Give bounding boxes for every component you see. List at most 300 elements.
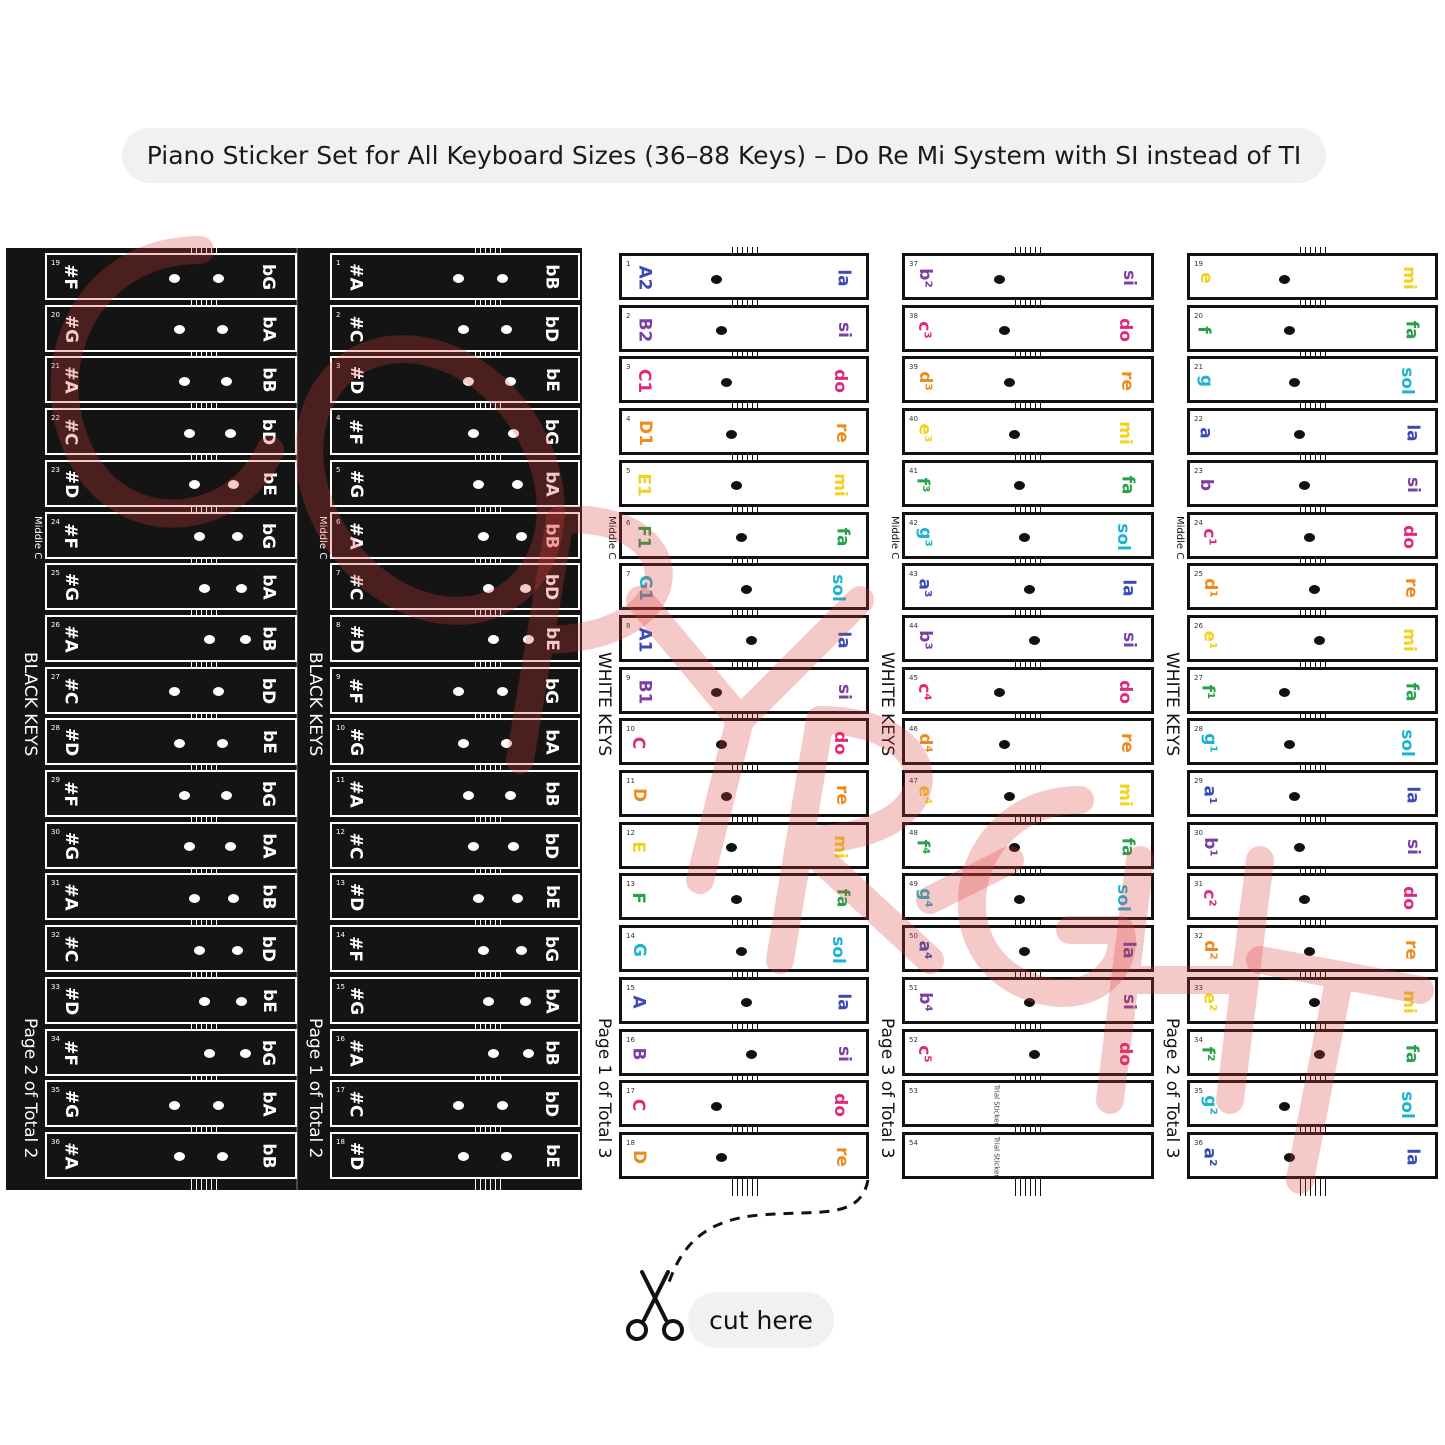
note-head-icon <box>497 1101 508 1110</box>
sticker-27[interactable] <box>1187 667 1438 714</box>
key-letter: d² <box>1199 940 1220 960</box>
key-letter: c³ <box>913 320 934 339</box>
sticker-6[interactable] <box>619 512 869 559</box>
note-head-icon <box>1019 533 1030 542</box>
note-head-icon <box>473 480 484 489</box>
key-solfege: re <box>1401 940 1422 961</box>
key-letter: c¹ <box>1198 527 1219 546</box>
key-letter: g¹ <box>1199 733 1220 754</box>
sticker-8[interactable] <box>619 615 869 662</box>
sticker-number: 25 <box>51 569 60 578</box>
sticker-52[interactable] <box>902 1029 1154 1076</box>
sticker-33[interactable] <box>45 977 297 1024</box>
page-label: Page 3 of Total 3 <box>877 1018 897 1159</box>
key-letter: a¹ <box>1199 785 1220 805</box>
note-head-icon <box>523 1049 534 1058</box>
sticker-6[interactable] <box>330 512 580 559</box>
key-solfege: bB <box>541 781 562 807</box>
key-letter: b³ <box>914 630 935 650</box>
note-head-icon <box>497 274 508 283</box>
sticker-5[interactable] <box>619 460 869 507</box>
key-solfege: do <box>1399 886 1420 911</box>
sticker-number: 28 <box>1194 725 1203 734</box>
sticker-31[interactable] <box>45 873 297 920</box>
key-solfege: bD <box>257 418 278 446</box>
sticker-24[interactable] <box>45 512 297 559</box>
note-head-icon <box>1029 1050 1040 1059</box>
key-letter: C <box>628 737 649 750</box>
sticker-number: 17 <box>626 1087 635 1096</box>
sticker-41[interactable] <box>902 460 1154 507</box>
sticker-number: 33 <box>51 982 60 991</box>
sticker-19[interactable] <box>1187 253 1438 300</box>
key-solfege: mi <box>830 834 851 859</box>
key-letter: b <box>1196 478 1217 491</box>
sticker-40[interactable] <box>902 408 1154 455</box>
sticker-number: 48 <box>909 828 918 837</box>
key-solfege: la <box>1402 786 1423 804</box>
key-solfege: sol <box>828 936 849 964</box>
sticker-12[interactable] <box>619 822 869 869</box>
sticker-28[interactable] <box>1187 718 1438 765</box>
sticker-number: 53 <box>909 1087 918 1096</box>
page-label: Page 2 of Total 2 <box>20 1018 40 1159</box>
sticker-36[interactable] <box>45 1132 297 1179</box>
key-letter: D <box>629 1149 650 1164</box>
key-letter: #C <box>60 677 81 704</box>
key-solfege: bA <box>258 316 279 342</box>
key-solfege: do <box>830 369 851 394</box>
sticker-number: 26 <box>1194 621 1203 630</box>
note-head-icon <box>508 842 519 851</box>
note-head-icon <box>221 377 232 386</box>
sticker-29[interactable] <box>45 770 297 817</box>
key-solfege: si <box>1119 631 1140 648</box>
sticker-19[interactable] <box>45 253 297 300</box>
key-letter: B <box>628 1047 649 1060</box>
note-head-icon <box>1289 378 1300 387</box>
sticker-13[interactable] <box>619 873 869 920</box>
sticker-number: 9 <box>626 673 631 682</box>
sticker-33[interactable] <box>1187 977 1438 1024</box>
sticker-20[interactable] <box>45 305 297 352</box>
sticker-number: 7 <box>336 569 341 578</box>
note-head-icon <box>726 430 737 439</box>
sticker-number: 6 <box>626 518 631 527</box>
sticker-43[interactable] <box>902 563 1154 610</box>
key-solfege: mi <box>830 473 851 497</box>
sticker-11[interactable] <box>619 770 869 817</box>
sticker-number: 2 <box>626 311 631 320</box>
sticker-number: 3 <box>336 362 341 371</box>
sticker-4[interactable] <box>330 408 580 455</box>
sticker-number: 41 <box>909 466 918 475</box>
note-head-icon <box>716 740 727 749</box>
sticker-50[interactable] <box>902 925 1154 972</box>
key-letter: #F <box>59 264 80 290</box>
key-solfege: do <box>1399 524 1420 549</box>
strip-bk1 <box>330 253 580 1184</box>
sticker-number: 1 <box>626 260 631 268</box>
sticker-number: 10 <box>626 725 635 734</box>
note-head-icon <box>204 635 215 644</box>
key-solfege: bE <box>259 988 280 1013</box>
sticker-22[interactable] <box>1187 408 1438 455</box>
sticker-number: 30 <box>1194 828 1203 837</box>
key-solfege: mi <box>1399 990 1420 1014</box>
key-letter: e³ <box>914 423 935 443</box>
note-head-icon <box>213 274 224 283</box>
sticker-3[interactable] <box>330 356 580 403</box>
note-head-icon <box>508 429 519 438</box>
note-head-icon <box>736 533 747 542</box>
sticker-42[interactable] <box>902 512 1154 559</box>
key-letter: D1 <box>634 420 655 447</box>
note-head-icon <box>213 687 224 696</box>
sticker-2[interactable] <box>619 305 869 352</box>
sticker-number: 13 <box>626 880 635 889</box>
sticker-16[interactable] <box>330 1029 580 1076</box>
sticker-number: 22 <box>1194 415 1203 424</box>
key-letter: B2 <box>634 317 655 343</box>
sticker-number: 15 <box>626 983 635 992</box>
key-solfege: fa <box>1401 1044 1422 1063</box>
key-solfege: bB <box>258 1143 279 1169</box>
note-head-icon <box>174 1152 185 1161</box>
key-letter: b⁴ <box>914 991 935 1012</box>
sticker-number: 44 <box>909 621 918 630</box>
sticker-15[interactable] <box>330 977 580 1024</box>
key-solfege: bG <box>257 522 278 549</box>
key-solfege: bA <box>258 1091 279 1117</box>
page-title: Piano Sticker Set for All Keyboard Sizes (36–88 Keys) – Do Re Mi System with SI instead of TI <box>122 128 1326 183</box>
sticker-2[interactable] <box>330 305 580 352</box>
sticker-4[interactable] <box>619 408 869 455</box>
note-head-icon <box>731 895 742 904</box>
note-head-icon <box>236 997 247 1006</box>
sticker-number: 30 <box>51 827 60 836</box>
sticker-26[interactable] <box>45 615 297 662</box>
sticker-31[interactable] <box>1187 873 1438 920</box>
key-solfege: bG <box>257 1039 278 1066</box>
sticker-18[interactable] <box>330 1132 580 1179</box>
sticker-36[interactable] <box>1187 1132 1438 1179</box>
sticker-5[interactable] <box>330 460 580 507</box>
key-letter: f³ <box>912 477 933 493</box>
note-head-icon <box>1009 843 1020 852</box>
key-solfege: bB <box>258 626 279 652</box>
sticker-9[interactable] <box>619 667 869 714</box>
key-solfege: bD <box>257 677 278 704</box>
sticker-number: 19 <box>51 259 60 267</box>
sticker-1[interactable] <box>619 253 869 300</box>
note-head-icon <box>994 275 1005 284</box>
sticker-49[interactable] <box>902 873 1154 920</box>
key-solfege: mi <box>1399 628 1420 652</box>
sticker-number: 8 <box>336 620 341 629</box>
note-head-icon <box>1289 792 1300 801</box>
sticker-number: 13 <box>336 879 345 888</box>
key-solfege: do <box>1115 679 1136 704</box>
key-solfege: bD <box>540 574 561 601</box>
note-head-icon <box>468 429 479 438</box>
key-letter: d⁴ <box>914 733 935 754</box>
sticker-25[interactable] <box>1187 563 1438 610</box>
key-solfege: re <box>1117 371 1138 392</box>
key-letter: A2 <box>634 265 655 291</box>
sticker-number: 49 <box>909 880 918 889</box>
note-head-icon <box>1304 947 1315 956</box>
sticker-30[interactable] <box>1187 822 1438 869</box>
note-head-icon <box>721 378 732 387</box>
sticker-20[interactable] <box>1187 305 1438 352</box>
sticker-10[interactable] <box>619 718 869 765</box>
sticker-17[interactable] <box>330 1080 580 1127</box>
key-letter: #G <box>61 831 82 860</box>
sticker-30[interactable] <box>45 822 297 869</box>
sticker-16[interactable] <box>619 1029 869 1076</box>
sticker-35[interactable] <box>45 1080 297 1127</box>
note-head-icon <box>1019 947 1030 956</box>
sticker-29[interactable] <box>1187 770 1438 817</box>
key-solfege: fa <box>1401 320 1422 340</box>
note-head-icon <box>478 946 489 955</box>
key-solfege: si <box>834 321 855 338</box>
sticker-12[interactable] <box>330 822 580 869</box>
sticker-25[interactable] <box>45 563 297 610</box>
key-solfege: sol <box>828 574 849 602</box>
key-solfege: la <box>1402 1148 1423 1166</box>
trial-sticker-label: Trial Sticker <box>991 1084 1000 1126</box>
sticker-number: 32 <box>51 931 60 940</box>
key-solfege: re <box>832 785 853 805</box>
sticker-44[interactable] <box>902 615 1154 662</box>
key-letter: #A <box>60 625 81 653</box>
sticker-54[interactable] <box>902 1132 1154 1179</box>
sticker-number: 47 <box>909 777 918 785</box>
note-head-icon <box>501 1152 512 1161</box>
sticker-3[interactable] <box>619 356 869 403</box>
key-solfege: si <box>834 683 855 700</box>
key-solfege: fa <box>1401 682 1422 702</box>
key-solfege: sol <box>1397 729 1418 758</box>
sticker-number: 33 <box>1194 983 1203 992</box>
key-letter: #D <box>346 366 367 395</box>
sticker-number: 15 <box>336 982 345 991</box>
key-letter: c⁵ <box>913 1044 934 1063</box>
sticker-18[interactable] <box>619 1132 869 1179</box>
sticker-number: 37 <box>909 260 918 268</box>
sticker-number: 11 <box>626 777 635 785</box>
sticker-14[interactable] <box>619 925 869 972</box>
sticker-1[interactable] <box>330 253 580 300</box>
key-letter: d³ <box>914 371 935 392</box>
sticker-number: 34 <box>51 1034 60 1043</box>
sticker-24[interactable] <box>1187 512 1438 559</box>
middle-c-label: Middle C <box>1174 516 1185 560</box>
sticker-27[interactable] <box>45 667 297 714</box>
note-head-icon <box>184 842 195 851</box>
note-head-icon <box>731 481 742 490</box>
sticker-number: 29 <box>1194 777 1203 785</box>
note-head-icon <box>468 842 479 851</box>
note-head-icon <box>711 1102 722 1111</box>
key-letter: #G <box>346 469 367 498</box>
key-solfege: bE <box>542 626 563 651</box>
note-head-icon <box>169 274 180 283</box>
note-head-icon <box>520 584 531 593</box>
note-head-icon <box>505 377 516 386</box>
key-letter: g <box>1196 375 1217 388</box>
key-solfege: la <box>1402 424 1423 442</box>
sticker-39[interactable] <box>902 356 1154 403</box>
sticker-17[interactable] <box>619 1080 869 1127</box>
sticker-45[interactable] <box>902 667 1154 714</box>
note-head-icon <box>217 739 228 748</box>
sticker-11[interactable] <box>330 770 580 817</box>
note-head-icon <box>501 739 512 748</box>
key-letter: g³ <box>914 526 935 547</box>
sticker-number: 17 <box>336 1086 345 1095</box>
note-head-icon <box>741 585 752 594</box>
note-head-icon <box>1314 636 1325 645</box>
key-solfege: re <box>832 423 853 444</box>
key-solfege: bG <box>540 936 561 963</box>
sticker-7[interactable] <box>330 563 580 610</box>
key-letter: G1 <box>634 575 655 602</box>
note-head-icon <box>199 997 210 1006</box>
note-head-icon <box>1284 740 1295 749</box>
key-letter: #F <box>59 522 80 549</box>
sticker-53[interactable] <box>902 1080 1154 1127</box>
sticker-number: 34 <box>1194 1035 1203 1044</box>
sticker-9[interactable] <box>330 667 580 714</box>
sticker-8[interactable] <box>330 615 580 662</box>
key-solfege: sol <box>1397 1091 1418 1119</box>
strip-wk2 <box>1187 253 1438 1184</box>
sticker-number: 52 <box>909 1035 918 1044</box>
key-solfege: sol <box>1113 522 1134 551</box>
sticker-35[interactable] <box>1187 1080 1438 1127</box>
sticker-26[interactable] <box>1187 615 1438 662</box>
note-head-icon <box>213 1101 224 1110</box>
sticker-number: 12 <box>626 828 635 837</box>
note-head-icon <box>217 1152 228 1161</box>
sticker-37[interactable] <box>902 253 1154 300</box>
note-head-icon <box>483 997 494 1006</box>
key-letter: #C <box>345 315 366 343</box>
note-head-icon <box>994 688 1005 697</box>
key-solfege: si <box>834 1045 855 1062</box>
sticker-10[interactable] <box>330 718 580 765</box>
note-head-icon <box>228 480 239 489</box>
note-head-icon <box>189 894 200 903</box>
sticker-number: 35 <box>51 1086 60 1095</box>
sticker-34[interactable] <box>1187 1029 1438 1076</box>
sticker-51[interactable] <box>902 977 1154 1024</box>
sticker-28[interactable] <box>45 718 297 765</box>
sticker-number: 36 <box>51 1137 60 1146</box>
note-head-icon <box>1029 636 1040 645</box>
sticker-23[interactable] <box>45 460 297 507</box>
key-letter: b² <box>914 268 935 288</box>
key-solfege: re <box>1401 578 1422 599</box>
note-head-icon <box>512 894 523 903</box>
key-solfege: bD <box>540 315 561 342</box>
key-letter: F1 <box>633 524 654 549</box>
sticker-number: 19 <box>1194 260 1203 268</box>
sticker-7[interactable] <box>619 563 869 610</box>
note-head-icon <box>1279 1102 1290 1111</box>
sticker-38[interactable] <box>902 305 1154 352</box>
note-head-icon <box>179 791 190 800</box>
key-solfege: bE <box>542 885 563 910</box>
sticker-46[interactable] <box>902 718 1154 765</box>
sticker-32[interactable] <box>1187 925 1438 972</box>
key-solfege: bD <box>257 935 278 963</box>
note-head-icon <box>1299 481 1310 490</box>
note-head-icon <box>1279 688 1290 697</box>
sticker-number: 27 <box>51 672 60 681</box>
key-solfege: bA <box>541 471 562 497</box>
note-head-icon <box>194 532 205 541</box>
key-letter: F <box>627 892 648 905</box>
sticker-number: 32 <box>1194 932 1203 941</box>
page-label: Page 2 of Total 3 <box>1162 1018 1182 1159</box>
note-head-icon <box>473 894 484 903</box>
key-letter: #G <box>61 573 82 602</box>
sticker-number: 16 <box>626 1035 635 1044</box>
sticker-34[interactable] <box>45 1029 297 1076</box>
key-letter: c⁴ <box>913 682 934 701</box>
note-head-icon <box>999 740 1010 749</box>
sticker-14[interactable] <box>330 925 580 972</box>
sticker-21[interactable] <box>1187 356 1438 403</box>
note-head-icon <box>1009 430 1020 439</box>
sticker-23[interactable] <box>1187 460 1438 507</box>
key-solfege: bE <box>542 368 563 393</box>
sticker-32[interactable] <box>45 925 297 972</box>
sticker-number: 50 <box>909 932 918 941</box>
note-head-icon <box>1299 895 1310 904</box>
key-letter: e¹ <box>1199 630 1220 650</box>
sticker-21[interactable] <box>45 356 297 403</box>
sticker-13[interactable] <box>330 873 580 920</box>
key-letter: #C <box>345 832 366 860</box>
sticker-47[interactable] <box>902 770 1154 817</box>
page-label: Page 1 of Total 2 <box>305 1018 325 1159</box>
key-solfege: do <box>830 731 851 756</box>
sticker-number: 54 <box>909 1138 918 1147</box>
note-head-icon <box>240 1049 251 1058</box>
note-head-icon <box>1279 275 1290 284</box>
key-letter: G <box>628 943 649 958</box>
key-letter: #D <box>346 1141 367 1171</box>
sticker-22[interactable] <box>45 408 297 455</box>
note-head-icon <box>174 325 185 334</box>
key-letter: f¹ <box>1197 684 1218 700</box>
note-head-icon <box>1024 998 1035 1007</box>
sticker-15[interactable] <box>619 977 869 1024</box>
key-solfege: la <box>833 631 854 649</box>
sticker-number: 5 <box>336 465 341 474</box>
note-head-icon <box>463 377 474 386</box>
key-letter: #D <box>346 883 367 912</box>
key-solfege: si <box>1403 838 1424 855</box>
sticker-48[interactable] <box>902 822 1154 869</box>
key-solfege: la <box>833 269 854 287</box>
key-letter: B1 <box>634 679 655 704</box>
